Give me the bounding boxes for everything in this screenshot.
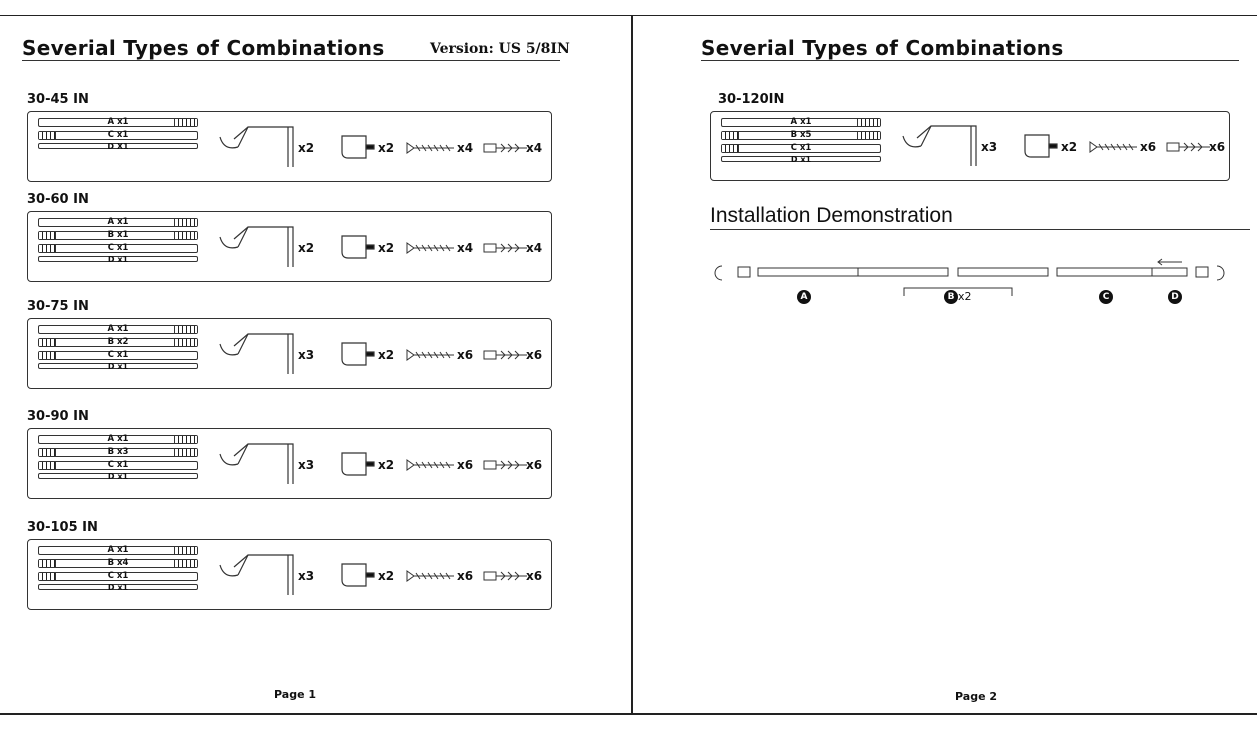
wall-anchor-qty: x4 xyxy=(526,140,543,155)
screw-icon xyxy=(406,458,456,472)
installation-underline xyxy=(710,229,1250,230)
screw-icon xyxy=(406,348,456,362)
wall-anchor-qty: x6 xyxy=(526,568,543,583)
rod-d xyxy=(38,256,198,262)
bracket-icon xyxy=(218,436,298,486)
screw-qty: x4 xyxy=(457,240,474,255)
rod-a xyxy=(38,218,198,227)
rod-label: C x1 xyxy=(107,243,129,253)
end-cap-icon xyxy=(1023,131,1063,161)
wall-anchor-qty: x6 xyxy=(526,457,543,472)
end-cap-qty: x2 xyxy=(1061,140,1078,154)
rod-c xyxy=(38,131,198,140)
rod-d xyxy=(38,584,198,590)
end-cap-qty: x2 xyxy=(378,347,395,362)
rod-b xyxy=(38,231,198,240)
demo-label-d: D xyxy=(1168,290,1182,304)
wall-anchor-icon xyxy=(483,458,529,472)
bracket-qty: x3 xyxy=(298,457,315,472)
rod-label: A x1 xyxy=(107,434,129,444)
end-cap-icon xyxy=(340,560,380,590)
rod-b xyxy=(38,338,198,347)
rod-label: C x1 xyxy=(107,350,129,360)
rod-a xyxy=(38,325,198,334)
bracket-icon xyxy=(218,547,298,597)
top-border xyxy=(0,15,1257,16)
combination-box xyxy=(27,539,552,610)
rod-c xyxy=(38,572,198,581)
rod-a xyxy=(38,118,198,127)
rod-b xyxy=(721,131,881,140)
combination-box xyxy=(27,428,552,499)
rod-label: D X1 xyxy=(107,142,129,151)
rod-label: D x1 xyxy=(107,362,129,371)
end-cap-icon xyxy=(340,449,380,479)
size-range-label: 30-75 IN xyxy=(27,299,89,314)
wall-anchor-icon xyxy=(483,569,529,583)
screw-qty: x6 xyxy=(457,347,474,362)
combination-box xyxy=(710,111,1230,181)
wall-anchor-icon xyxy=(483,141,529,155)
rod-a xyxy=(721,118,881,127)
wall-anchor-qty: x6 xyxy=(526,347,543,362)
size-range-label: 30-60 IN xyxy=(27,192,89,207)
page-2-title: Severial Types of Combinations xyxy=(701,36,1064,60)
rod-d xyxy=(721,156,881,162)
version-label: Version: US 5/8IN xyxy=(430,41,570,57)
rod-c xyxy=(721,144,881,153)
rod-c xyxy=(38,244,198,253)
rod-label: D x1 xyxy=(790,155,812,164)
rod-list xyxy=(38,435,198,483)
title-underline xyxy=(22,60,560,61)
installation-title: Installation Demonstration xyxy=(710,204,953,227)
rod-list xyxy=(38,325,198,373)
bracket-qty: x2 xyxy=(298,240,315,255)
wall-anchor-icon xyxy=(483,241,529,255)
rod-list xyxy=(38,546,198,594)
rod-d xyxy=(38,143,198,149)
installation-diagram xyxy=(712,256,1252,316)
rod-label: D x1 xyxy=(107,255,129,264)
rod-d xyxy=(38,363,198,369)
rod-label: B x3 xyxy=(107,447,129,457)
rod-label: A x1 xyxy=(107,545,129,555)
bracket-qty: x3 xyxy=(298,347,315,362)
bracket-qty: x3 xyxy=(298,568,315,583)
size-range-label: 30-120IN xyxy=(718,92,785,107)
bracket-icon xyxy=(901,118,981,168)
bracket-qty: x3 xyxy=(981,140,998,154)
rod-d xyxy=(38,473,198,479)
screw-qty: x4 xyxy=(457,140,474,155)
rod-label: C x1 xyxy=(107,460,129,470)
combination-box xyxy=(27,211,552,282)
rod-label: C x1 xyxy=(107,130,129,140)
rod-label: A x1 xyxy=(107,217,129,227)
rod-label: D x1 xyxy=(107,472,129,481)
rod-list xyxy=(38,118,198,153)
end-cap-qty: x2 xyxy=(378,140,395,155)
rod-label: A x1 xyxy=(107,324,129,334)
page-divider xyxy=(631,15,633,715)
rod-label: C x1 xyxy=(790,143,812,153)
rod-label: A x1 xyxy=(107,117,129,127)
screw-icon xyxy=(1089,140,1139,154)
rod-a xyxy=(38,546,198,555)
rod-label: B x5 xyxy=(790,130,812,140)
screw-icon xyxy=(406,569,456,583)
wall-anchor-qty: x6 xyxy=(1209,140,1226,154)
rod-label: D x1 xyxy=(107,583,129,592)
rod-label: A x1 xyxy=(790,117,812,127)
screw-icon xyxy=(406,241,456,255)
bracket-qty: x2 xyxy=(298,140,315,155)
rod-list xyxy=(38,218,198,266)
wall-anchor-icon xyxy=(1166,140,1212,154)
demo-label-c: C xyxy=(1099,290,1113,304)
combination-box xyxy=(27,111,552,182)
end-cap-qty: x2 xyxy=(378,568,395,583)
rod-label: B x4 xyxy=(107,558,129,568)
combination-box xyxy=(27,318,552,389)
rod-label: B x2 xyxy=(107,337,129,347)
rod-a xyxy=(38,435,198,444)
screw-qty: x6 xyxy=(1140,140,1157,154)
rod-c xyxy=(38,351,198,360)
screw-icon xyxy=(406,141,456,155)
screw-qty: x6 xyxy=(457,457,474,472)
size-range-label: 30-45 IN xyxy=(27,92,89,107)
rod-label: B x1 xyxy=(107,230,129,240)
bracket-icon xyxy=(218,326,298,376)
rotate-arrow-icon xyxy=(1217,266,1224,280)
page-number: Page 2 xyxy=(955,690,998,703)
page-number: Page 1 xyxy=(274,688,317,701)
size-range-label: 30-90 IN xyxy=(27,409,89,424)
rod-b xyxy=(38,448,198,457)
demo-label-b: B xyxy=(944,290,958,304)
end-cap-icon xyxy=(340,232,380,262)
demo-label-a: A xyxy=(797,290,811,304)
bottom-border xyxy=(0,713,1257,715)
bracket-icon xyxy=(218,219,298,269)
demo-b-count: x2 xyxy=(958,290,972,303)
page-1-title: Severial Types of Combinations xyxy=(22,36,385,60)
screw-qty: x6 xyxy=(457,568,474,583)
bracket-icon xyxy=(218,119,298,169)
end-cap-qty: x2 xyxy=(378,457,395,472)
rod-b xyxy=(38,559,198,568)
rotate-arrow-icon xyxy=(715,266,722,280)
wall-anchor-qty: x4 xyxy=(526,240,543,255)
size-range-label: 30-105 IN xyxy=(27,520,98,535)
rod-list xyxy=(721,118,881,166)
wall-anchor-icon xyxy=(483,348,529,362)
rod-c xyxy=(38,461,198,470)
title-underline xyxy=(701,60,1239,61)
end-cap-icon xyxy=(340,339,380,369)
end-cap-icon xyxy=(340,132,380,162)
rod-label: C x1 xyxy=(107,571,129,581)
end-cap-qty: x2 xyxy=(378,240,395,255)
